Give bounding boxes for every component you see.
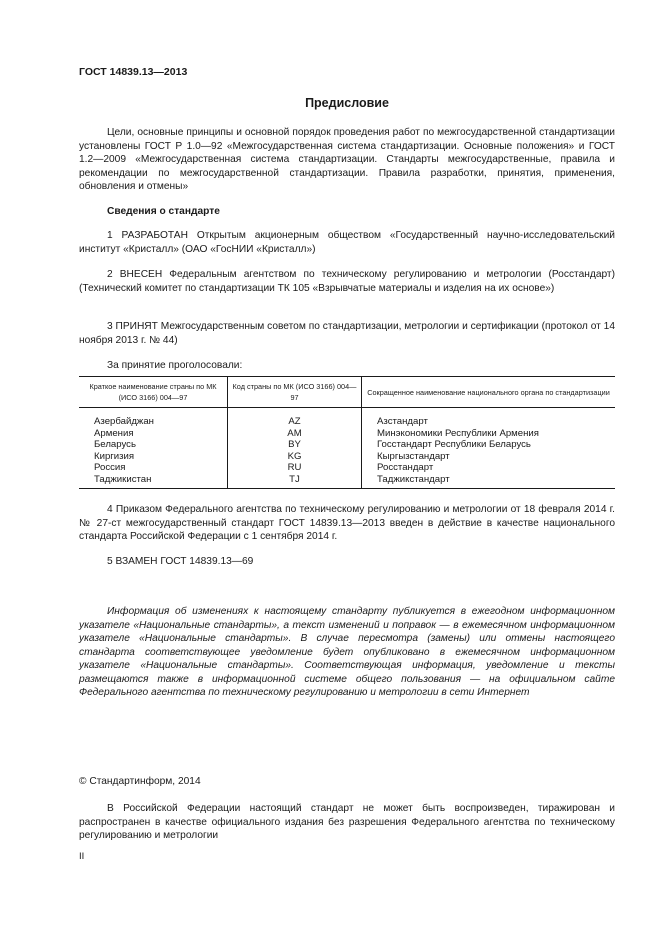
national-body-cell: Таджикстандарт (362, 474, 616, 488)
country-name-cell: Россия (94, 462, 126, 474)
item-developed: 1 РАЗРАБОТАН Открытым акционерным обществом «Государственный научно-исследовательский институт «Кристалл» (ОАО «ГосНИИ «Кристалл») (79, 230, 615, 255)
column-header-country-name: Краткое наименование страны по МК (ИСО 3166) 004—97 (79, 377, 228, 408)
table-row (79, 408, 615, 428)
country-name-cell: Армения (94, 427, 134, 439)
column-header-country-code: Код страны по МК (ИСО 3166) 004—97 (228, 377, 362, 408)
page-number: II (79, 851, 85, 862)
national-body-cell: Кыргызстандарт (362, 451, 616, 463)
country-name-cell: Киргизия (94, 450, 135, 462)
page-title: Предисловие (305, 96, 389, 110)
table-row (79, 462, 615, 474)
country-code-cell: KG (228, 451, 362, 463)
voted-label: За принятие проголосовали: (107, 360, 243, 371)
intro-paragraph: Цели, основные принципы и основной порядок проведения работ по межгосударственной стандартизации установлены ГОСТ Р 1.0—92 «Межгосударственная система стандартизации. Основные положения» и ГОСТ 1.2—2009 «Межгосударственная система стандартизации. Стандарты межгосударственные, правила и рекомендации по межгосударственной стандартизации. Правила разработки, принятия, применения, обновления и отмены» (79, 127, 615, 192)
reproduction-notice: В Российской Федерации настоящий стандарт не может быть воспроизведен, тиражирован и распространен в качестве официального издания без разрешения Федерального агентства по техническому регулированию и метрологии (79, 803, 615, 841)
copyright-notice: © Стандартинформ, 2014 (79, 776, 201, 787)
item-adopted: 3 ПРИНЯТ Межгосударственным советом по стандартизации, метрологии и сертификации (протокол от 14 ноября 2013 г. № 44) (79, 321, 615, 346)
country-code-cell: AZ (228, 408, 362, 428)
country-name-cell: Беларусь (94, 439, 136, 451)
table-row (79, 451, 615, 463)
national-body-cell: Росстандарт (362, 462, 616, 474)
document-code-header: ГОСТ 14839.13—2013 (79, 66, 188, 78)
country-code-cell: AM (228, 428, 362, 440)
table-row (79, 474, 615, 488)
column-header-national-body: Сокращенное наименование национального органа по стандартизации (362, 377, 616, 408)
national-body-cell: Минэкономики Республики Армения (362, 428, 616, 440)
item-order: 4 Приказом Федерального агентства по техническому регулированию и метрологии от 18 февраля 2014 г. № 27-ст межгосударственный стандарт ГОСТ 14839.13—2013 введен в действие в качестве национального стандарта Российской Федерации с 1 сентября 2014 г. (79, 504, 615, 542)
standard-info-heading: Сведения о стандарте (107, 206, 220, 217)
table-row (79, 439, 615, 451)
country-code-cell: BY (228, 439, 362, 451)
item-replaces: 5 ВЗАМЕН ГОСТ 14839.13—69 (107, 556, 254, 567)
country-name-cell: Азербайджан (94, 416, 154, 427)
country-code-cell: TJ (228, 474, 362, 488)
national-body-cell: Госстандарт Республики Беларусь (362, 439, 616, 451)
member-states-table (79, 376, 615, 489)
item-introduced: 2 ВНЕСЕН Федеральным агентством по техническому регулированию и метрологии (Росстандарт) (Технический комитет по стандартизации ТК 105 «Взрывчатые материалы и изделия на их основе») (79, 269, 615, 294)
changes-information: Информация об изменениях к настоящему стандарту публикуется в ежегодном информационном указателе «Национальные стандарты», а текст изменений и поправок — в ежемесячном информационном указателе «Национальные стандарты». В случае пересмотра (замены) или отмены настоящего стандарта соответствующее уведомление будет опубликовано в ежемесячном информационном указателе «Национальные стандарты». Соответствующая информация, уведомление и тексты размещаются также в информационной системе общего пользования — на официальном сайте Федерального агентства по техническому регулированию и метрологии в сети Интернет (79, 606, 615, 698)
country-name-cell: Таджикистан (79, 474, 228, 488)
country-code-cell: RU (228, 462, 362, 474)
table-header-row (79, 377, 615, 408)
table-row (79, 428, 615, 440)
national-body-cell: Азстандарт (362, 408, 616, 428)
